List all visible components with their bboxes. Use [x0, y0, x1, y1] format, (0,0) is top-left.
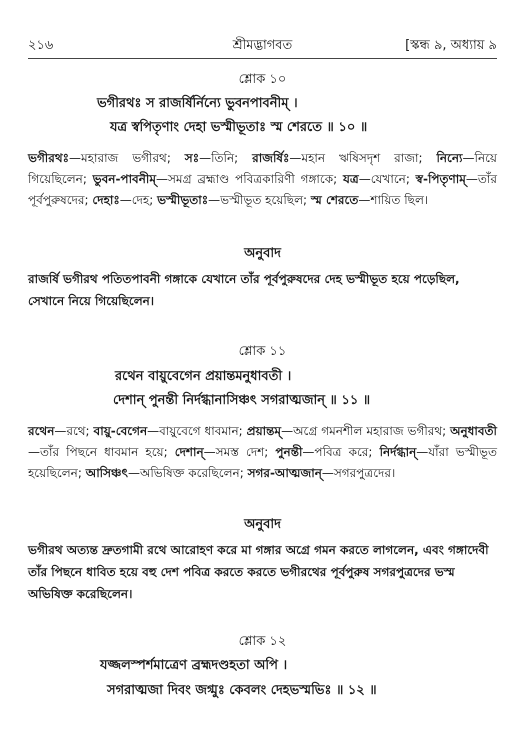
book-title: শ্রীমদ্ভাগবত — [232, 38, 293, 53]
synonym-term: প্রয়ান্তম্ — [246, 424, 282, 438]
page-header — [28, 36, 497, 58]
synonym-meaning: —বায়ুবেগে ধাবমান; — [147, 424, 247, 438]
synonym-meaning: —মহান ঋষিসদৃশ রাজা; — [289, 151, 437, 165]
synonym-meaning: —যেখানে; — [358, 172, 416, 186]
verse-10-translation-heading: অনুবাদ — [244, 246, 281, 261]
verse-11-line-2: দেশান্ পুনন্তী নির্দগ্ধানাসিঞ্চৎ সগরাত্মজান্ ॥ ১১ ॥ — [113, 393, 371, 408]
synonym-meaning: —নিয়ে গিয়েছিলেন; — [28, 151, 498, 186]
verse-12-line-1: যজ্জলস্পর্শমাত্রেণ ব্রহ্মদণ্ডহতা অপি । — [100, 658, 288, 673]
verse-10-heading: শ্লোক ১০ — [238, 72, 287, 87]
verse-10-translation: রাজর্ষি ভগীরথ পতিতপাবনী গঙ্গাকে যেখানে তাঁর পূর্বপুরুষদের দেহ ভস্মীভূত হয়ে পড়েছিল, সেখানে নিয়ে গিয়েছিলেন। — [28, 272, 460, 308]
chapter-reference: [স্কন্ধ ৯, অধ্যায় ৯ — [405, 38, 497, 53]
synonym-term: স্ম শেরতে — [310, 193, 359, 207]
synonym-term: নির্দগ্ধান্ — [379, 445, 417, 459]
synonym-meaning: —পবিত্র করে; — [302, 445, 380, 459]
verse-11-line-1: রথেন বায়ুবেগেন প্রয়ান্তমনুধাবতী । — [115, 369, 292, 384]
synonym-term: দেশান্ — [174, 445, 204, 459]
verse-11-translation-heading: অনুবাদ — [244, 517, 281, 532]
synonym-term: আসিঞ্চৎ — [85, 466, 128, 480]
page-number: ২১৬ — [28, 38, 54, 53]
synonym-term: রাজর্ষিঃ — [252, 151, 290, 165]
synonym-term: ভুবন-পাবনীম্ — [92, 172, 156, 186]
verse-10-line-2: যত্র স্বপিতৃণাং দেহা ভস্মীভূতাঃ স্ম শেরতে ॥ ১০ ॥ — [110, 120, 368, 135]
synonym-meaning: —ভস্মীভূত হয়েছিল; — [208, 193, 311, 207]
synonym-meaning: —মহারাজ ভগীরথ; — [69, 151, 185, 165]
synonym-meaning: —সমস্ত দেশ; — [203, 445, 276, 459]
synonym-meaning: —তিনি; — [199, 151, 253, 165]
synonym-meaning: —যাঁরা ভস্মীভূত হয়েছিলেন; — [28, 445, 498, 480]
synonym-term: রথেন — [28, 424, 55, 438]
synonym-meaning: —তাঁর পূর্বপুরুষদের; — [28, 172, 498, 207]
synonym-term: নিন্যে — [436, 151, 463, 165]
synonym-meaning: —দেহ; — [119, 193, 158, 207]
synonym-term: দেহাঃ — [92, 193, 120, 207]
synonym-meaning: —রথে; — [54, 424, 94, 438]
synonym-meaning: —শায়িত ছিল। — [358, 193, 429, 207]
synonym-term: ভগীরথঃ — [28, 151, 70, 165]
verse-10-line-1: ভগীরথঃ স রাজর্ষির্নিন্যে ভুবনপাবনীম্ । — [97, 96, 298, 111]
verse-11-translation: ভগীরথ অত্যন্ত দ্রুতগামী রথে আরোহণ করে মা গঙ্গার অগ্রে গমন করতে লাগলেন, এবং গঙ্গাদেবী তাঁর পিছনে ধাবিত হয়ে বহু দেশ পবিত্র করতে করতে ভগীরথের পূর্বপুরুষ সগরপুত্রদের ভস্ম অভিষিক্ত করেছিলেন। — [28, 543, 489, 601]
synonym-term: ভস্মীভূতাঃ — [157, 193, 209, 207]
verse-11-heading: শ্লোক ১১ — [238, 344, 287, 359]
verse-12-heading: শ্লোক ১২ — [238, 634, 287, 649]
synonym-meaning: —সগরপুত্রদের। — [321, 466, 396, 480]
synonym-term: বায়ু-বেগেন — [93, 424, 148, 438]
verse-11-synonyms — [28, 421, 497, 484]
synonym-term: যত্র — [342, 172, 359, 186]
synonym-term: স্ব-পিতৃণাম্ — [415, 172, 466, 186]
synonym-meaning: —অগ্রে গমনশীল মহারাজ ভগীরথ; — [281, 424, 451, 438]
synonym-meaning: —সমগ্র ব্রহ্মাণ্ড পবিত্রকারিণী গঙ্গাকে; — [156, 172, 343, 186]
synonym-meaning: —তাঁর পিছনে ধাবমান হয়ে; — [28, 445, 175, 459]
synonym-term: সগর-আত্মজান্ — [247, 466, 322, 480]
verse-12-line-2: সগরাত্মজা দিবং জগ্মুঃ কেবলং দেহভস্মভিঃ ॥ ১২ ॥ — [107, 683, 377, 698]
synonym-term: পুনন্তী — [275, 445, 303, 459]
synonym-term: সঃ — [184, 151, 200, 165]
synonym-meaning: —অভিষিক্ত করেছিলেন; — [127, 466, 248, 480]
synonym-term: অনুধাবতী — [450, 424, 497, 438]
header-rule — [28, 58, 497, 59]
verse-10-synonyms — [28, 148, 497, 211]
